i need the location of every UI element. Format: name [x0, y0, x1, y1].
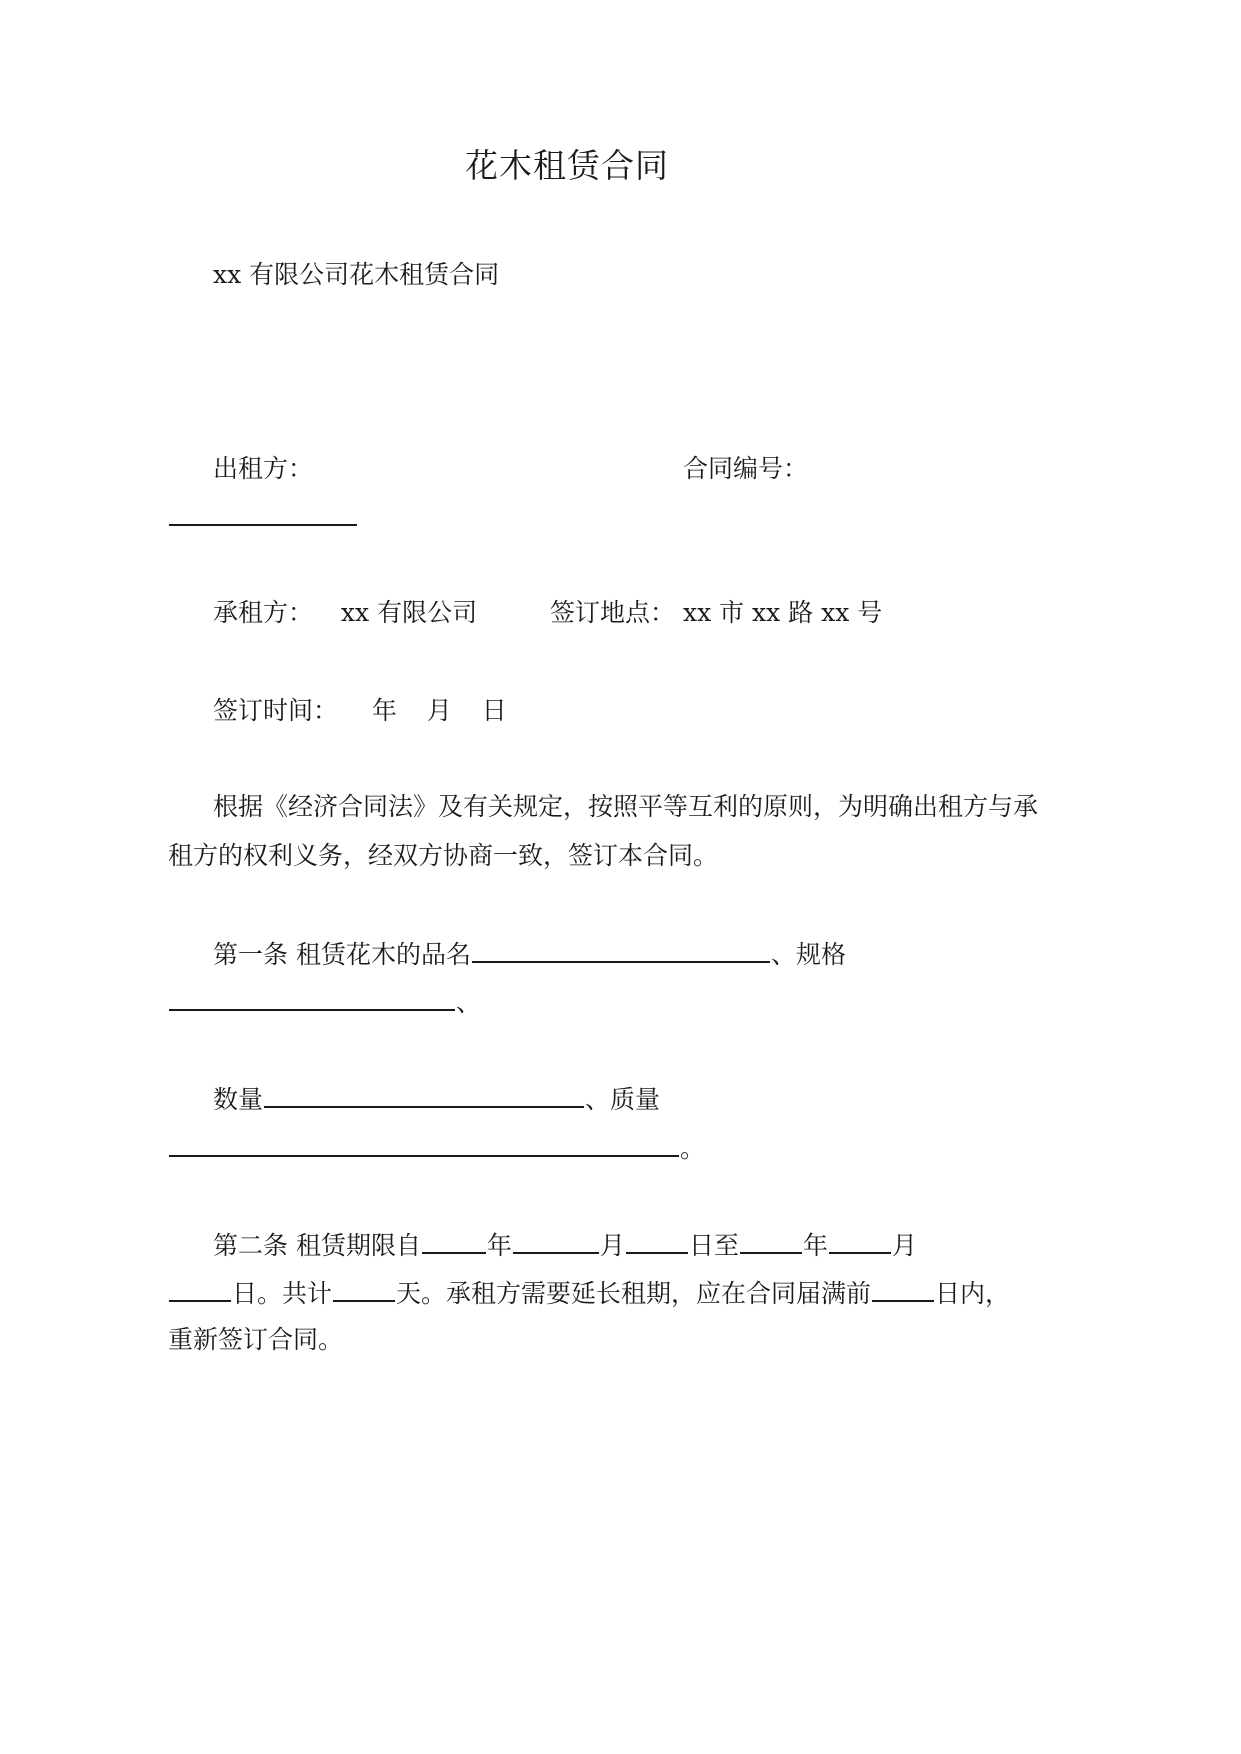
article-2-extension-text: 天。承租方需要延长租期，应在合同届满前 — [396, 1279, 872, 1308]
article-2-line-2 — [168, 1276, 1010, 1310]
article-1-line-1 — [213, 937, 846, 971]
date-day: 日 — [481, 696, 507, 725]
place-row — [550, 597, 882, 629]
place-label: 签订地点： — [550, 598, 676, 627]
quality-blank — [169, 1131, 679, 1157]
article-2-day-to: 日至 — [688, 1231, 739, 1260]
article-2-days-within: 日内， — [935, 1279, 1011, 1308]
lessee-row — [213, 597, 477, 629]
article-2-month-1: 月 — [599, 1231, 625, 1260]
page-title: 花木租赁合同 — [465, 146, 669, 185]
article-2-month-2: 月 — [892, 1231, 918, 1260]
date-row — [213, 695, 507, 727]
end-year-blank — [740, 1228, 802, 1254]
article-1-end: 。 — [680, 1134, 706, 1163]
date-month: 月 — [426, 696, 452, 725]
lessee-label: 承租方： — [213, 598, 314, 627]
preamble-line-1: 根据《经济合同法》及有关规定，按照平等互利的原则，为明确出租方与承 — [213, 792, 1039, 821]
date-label: 签订时间： — [213, 696, 339, 725]
quantity-blank — [264, 1082, 584, 1108]
start-year-blank — [422, 1228, 486, 1254]
article-2-line-3: 重新签订合同。 — [168, 1325, 344, 1354]
article-1-spec: 、规格 — [770, 940, 846, 969]
article-1-line-3 — [213, 1082, 660, 1116]
subtitle: xx 有限公司花木租赁合同 — [213, 260, 500, 289]
date-year: 年 — [371, 696, 397, 725]
article-1-qty: 数量 — [213, 1085, 264, 1114]
notice-days-blank — [872, 1276, 934, 1302]
article-2-prefix: 第二条 租赁期限自 — [213, 1231, 421, 1260]
lessor-label: 出租方： — [213, 454, 314, 483]
spec-blank — [169, 985, 455, 1011]
preamble-line-2: 租方的权利义务，经双方协商一致，签订本合同。 — [168, 841, 719, 870]
product-name-blank — [472, 937, 770, 963]
article-2-day-total: 日。共计 — [232, 1279, 333, 1308]
lessee-value: xx 有限公司 — [340, 598, 478, 627]
start-day-blank — [626, 1228, 688, 1254]
article-2-year-1: 年 — [486, 1231, 512, 1260]
contract-no-line — [168, 500, 358, 534]
end-day-blank — [169, 1276, 231, 1302]
article-1-line-2 — [168, 985, 481, 1019]
end-month-blank — [829, 1228, 891, 1254]
contract-no-label: 合同编号： — [683, 454, 809, 483]
article-1-quality: 、质量 — [585, 1085, 661, 1114]
article-1-prefix: 第一条 租赁花木的品名 — [213, 940, 471, 969]
total-days-blank — [333, 1276, 395, 1302]
contract-no-blank — [169, 500, 357, 526]
place-value: xx 市 xx 路 xx 号 — [682, 598, 883, 627]
article-2-line-1 — [213, 1228, 917, 1262]
article-1-line-4 — [168, 1131, 705, 1165]
article-1-sep: 、 — [456, 988, 482, 1017]
start-month-blank — [513, 1228, 599, 1254]
article-2-year-2: 年 — [803, 1231, 829, 1260]
